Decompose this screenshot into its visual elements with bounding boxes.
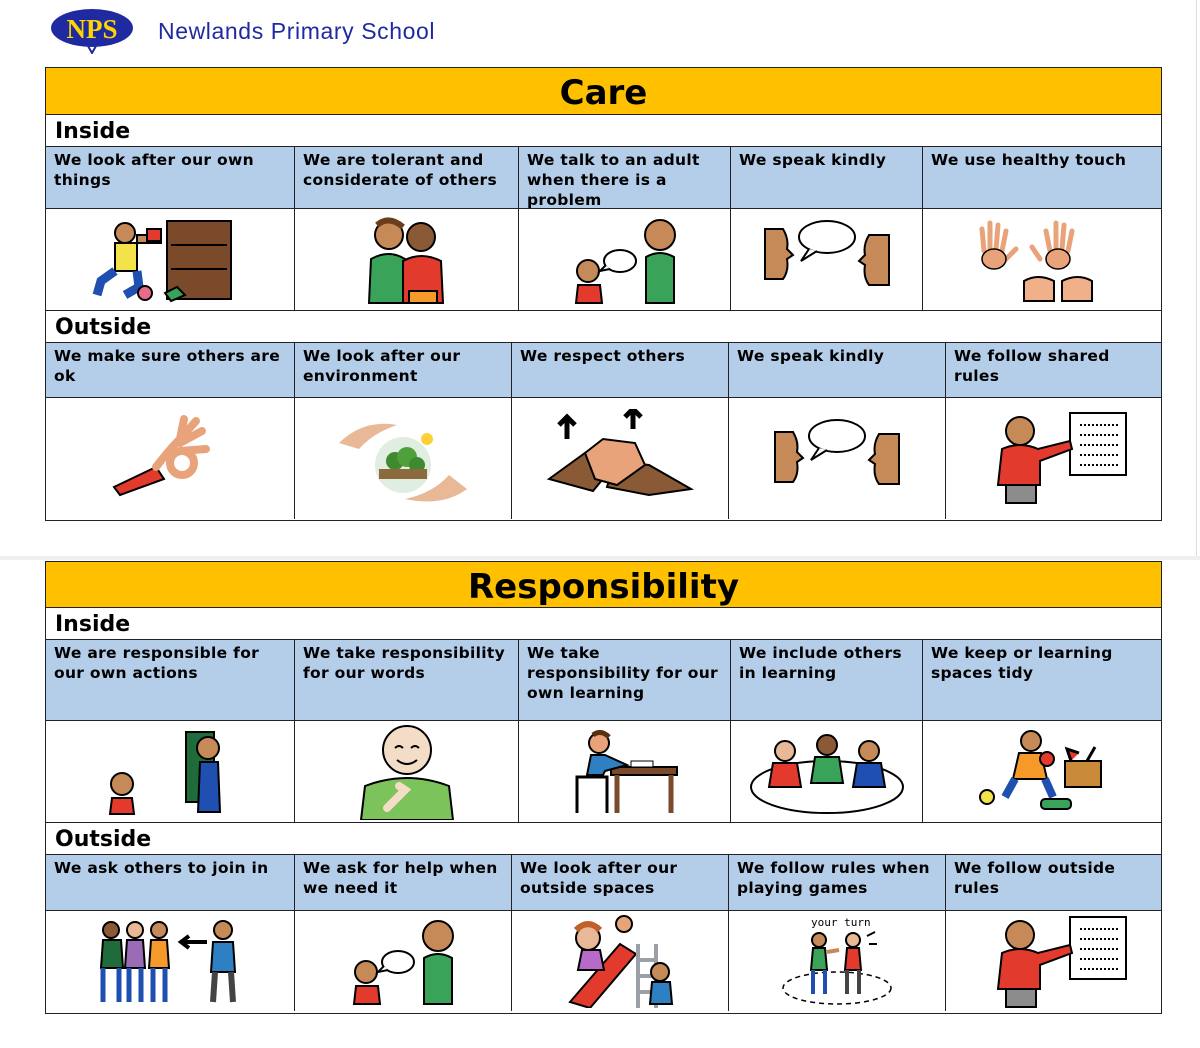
care-inside-pictures <box>46 209 1161 311</box>
caption-cell: We look after our environment <box>295 343 512 397</box>
svg-text:NPS: NPS <box>66 14 118 44</box>
your-turn-game-icon <box>729 911 946 1011</box>
caption-cell: We talk to an adult when there is a problem <box>519 147 731 208</box>
page-divider <box>0 556 1200 560</box>
caption-cell: We include others in learning <box>731 640 923 720</box>
child-desk-writing-icon <box>519 721 731 822</box>
care-inside-captions <box>46 147 1161 209</box>
caption-cell: We make sure others are ok <box>46 343 295 397</box>
handshake-icon <box>512 398 729 519</box>
hands-feet-icon <box>923 209 1161 310</box>
responsibility-sheet <box>45 561 1162 1014</box>
child-tidy-toys-icon <box>923 721 1161 822</box>
care-outside-pictures <box>46 398 1161 519</box>
child-talk-adult-icon <box>295 911 512 1011</box>
caption-cell: We look after our outside spaces <box>512 855 729 910</box>
care-outside-captions <box>46 343 1161 398</box>
caption-cell: We ask others to join in <box>46 855 295 910</box>
caption-cell: We look after our own things <box>46 147 295 208</box>
hands-earth-icon <box>295 398 512 519</box>
responsibility-inside-label: Inside <box>46 608 1161 640</box>
responsibility-outside-captions <box>46 855 1161 911</box>
caption-cell: We take responsibility for our words <box>295 640 519 720</box>
child-talk-adult-icon <box>519 209 731 310</box>
caption-cell: We take responsibility for our own learning <box>519 640 731 720</box>
care-outside-label: Outside <box>46 311 1161 343</box>
caption-cell: We speak kindly <box>731 147 923 208</box>
responsibility-title: Responsibility <box>46 562 1161 608</box>
caption-cell: We follow rules when playing games <box>729 855 946 910</box>
svg-text:your turn: your turn <box>811 916 871 929</box>
person-pointing-self-icon <box>295 721 519 822</box>
caption-cell: We respect others <box>512 343 729 397</box>
caption-cell: We ask for help when we need it <box>295 855 512 910</box>
ok-hand-icon <box>46 398 295 519</box>
boy-rules-board-icon <box>946 911 1161 1011</box>
care-inside-label: Inside <box>46 115 1161 147</box>
school-name: Newlands Primary School <box>158 18 436 44</box>
caption-cell: We are responsible for our own actions <box>46 640 295 720</box>
caption-cell: We are tolerant and considerate of others <box>295 147 519 208</box>
faces-speech-icon <box>729 398 946 519</box>
caption-cell: We follow shared rules <box>954 347 1110 385</box>
responsibility-outside-pictures <box>46 911 1161 1011</box>
boy-rules-board-icon <box>946 398 1161 519</box>
responsibility-inside-captions <box>46 640 1161 721</box>
responsibility-outside-label: Outside <box>46 823 1161 855</box>
faces-speech-icon <box>731 209 923 310</box>
caption-cell: We use healthy touch <box>931 151 1127 169</box>
school-logo <box>50 8 134 54</box>
friends-hug-icon <box>295 209 519 310</box>
playground-slide-icon <box>512 911 729 1011</box>
care-sheet <box>45 67 1162 521</box>
children-circle-icon <box>731 721 923 822</box>
caption-cell: We follow outside rules <box>954 859 1116 897</box>
child-shelf-icon <box>46 209 295 310</box>
caption-cell: We keep or learning spaces tidy <box>931 644 1113 682</box>
child-adult-door-icon <box>46 721 295 822</box>
care-title: Care <box>46 68 1161 115</box>
group-invite-icon <box>46 911 295 1011</box>
responsibility-inside-pictures <box>46 721 1161 823</box>
caption-cell: We speak kindly <box>729 343 946 397</box>
